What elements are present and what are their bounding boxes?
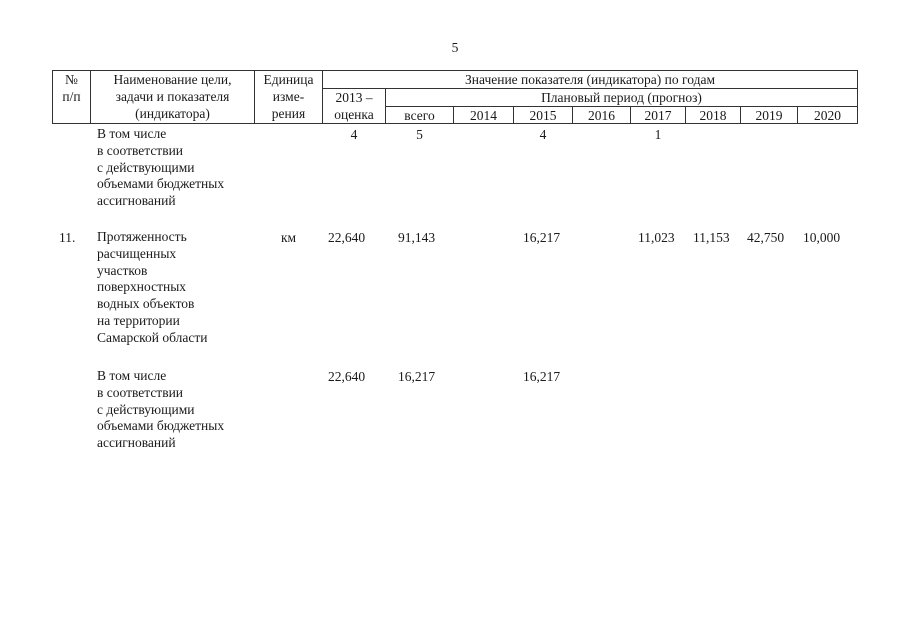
cell-unit: км	[280, 230, 297, 245]
page-number: 5	[451, 40, 459, 55]
vline	[857, 70, 858, 124]
header-year: 2018	[699, 108, 727, 123]
cell-total: 16,217	[398, 369, 436, 384]
header-col-unit: Единица изме- рения	[263, 72, 314, 121]
header-col-no: № п/п	[62, 72, 81, 104]
header-col-plan: Плановый период (прогноз)	[541, 90, 702, 105]
cell-2013: 22,640	[328, 369, 366, 384]
header-hline	[322, 88, 858, 89]
row-number: 11.	[59, 230, 76, 245]
header-col-total: всего	[404, 108, 435, 123]
header-top-border	[52, 70, 858, 71]
header-year: 2015	[529, 108, 557, 123]
header-year: 2019	[755, 108, 783, 123]
cell-2015: 4	[539, 127, 547, 142]
header-year: 2017	[644, 108, 672, 123]
header-col-values: Значение показателя (индикатора) по годам	[465, 72, 715, 87]
cell-total: 5	[416, 127, 423, 142]
row-name: Протяженность расчищенных участков поверхностных водных объектов на территории Самарской области	[97, 229, 208, 345]
header-hline	[385, 106, 858, 107]
row-name: В том числе в соответствии с действующими объемами бюджетных ассигнований	[97, 126, 225, 209]
cell-2019: 42,750	[747, 230, 785, 245]
header-year: 2014	[470, 108, 497, 123]
cell-2015: 16,217	[523, 369, 561, 384]
cell-2015: 16,217	[523, 230, 561, 245]
row-name: В том числе в соответствии с действующими объемами бюджетных ассигнований	[97, 368, 225, 451]
cell-2020: 10,000	[803, 230, 841, 245]
cell-total: 91,143	[398, 230, 436, 245]
header-year: 2020	[814, 108, 841, 123]
cell-2018: 11,153	[693, 230, 730, 245]
header-year: 2016	[588, 108, 615, 123]
cell-2017: 1	[654, 127, 662, 142]
header-col-2013: 2013 – оценка	[334, 90, 374, 122]
cell-2013: 4	[350, 127, 358, 142]
cell-2017: 11,023	[638, 230, 675, 245]
cell-2013: 22,640	[328, 230, 366, 245]
header-col-name: Наименование цели, задачи и показателя (индикатора)	[113, 72, 232, 121]
